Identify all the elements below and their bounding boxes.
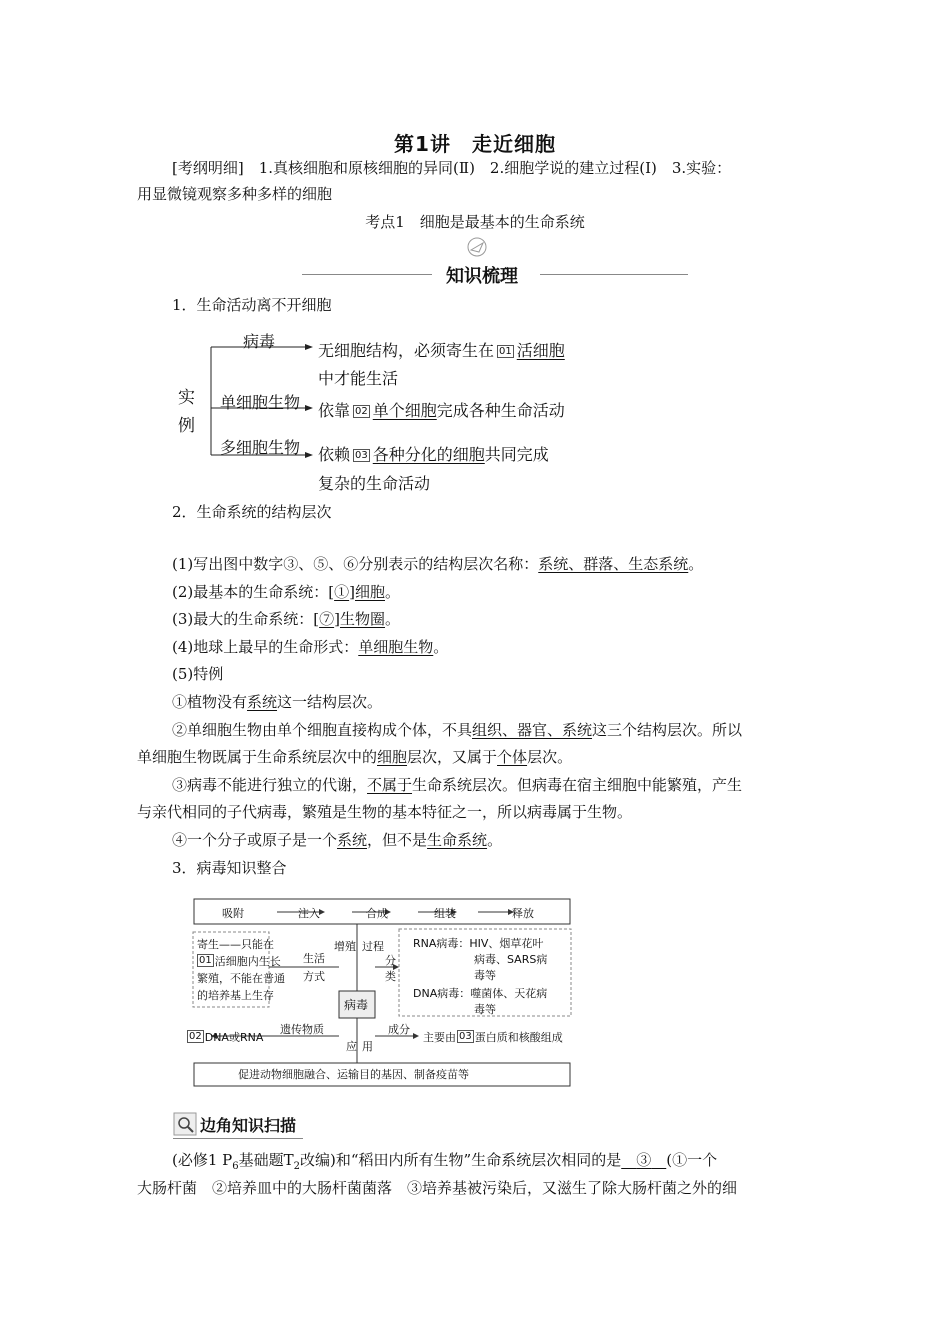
- right-box-line-1: RNA病毒：HIV、烟草花叶: [413, 937, 544, 950]
- s2-e3: ③病毒不能进行独立的代谢，不属于生命系统层次。但病毒在宿主细胞中能繁殖，产生: [172, 776, 743, 794]
- divider-left: [302, 274, 432, 275]
- branch-text-multicellular: 依赖 03 各种分化的细胞共同完成: [318, 445, 549, 464]
- branch-label-unicellular: 单细胞生物: [220, 393, 301, 412]
- corner-heading: 边角知识扫描: [200, 1116, 297, 1135]
- apply-label-2: 用: [362, 1040, 373, 1053]
- classify-label-2: 类: [385, 970, 396, 983]
- s2-q2: (2)最基本的生命系统：[①]细胞。: [172, 583, 401, 601]
- s2-e3b: 与亲代相同的子代病毒，繁殖是生物的基本特征之一，所以病毒属于生物。: [137, 803, 633, 821]
- branch-label-multicellular: 多细胞生物: [220, 438, 301, 457]
- corner-line-2: 大肠杆菌 ②培养皿中的大肠杆菌菌落 ③培养基被污染后，又滋生了除大肠杆菌之外的细: [137, 1179, 738, 1197]
- s2-q1: (1)写出图中数字③、⑤、⑥分别表示的结构层次名称：系统、群落、生态系统。: [172, 555, 704, 573]
- classify-label-1: 分: [385, 954, 396, 967]
- genetic-answer: 02 DNA或RNA: [189, 1031, 264, 1044]
- left-box-line-4: 的培养基上生存: [197, 989, 274, 1002]
- apply-label-1: 应: [346, 1040, 357, 1053]
- s2-heading: 2．生命系统的结构层次: [172, 503, 332, 521]
- composition-answer: 主要由 03 蛋白质和核酸组成: [423, 1031, 563, 1044]
- step-synthesize: 合成: [366, 907, 388, 920]
- application-text: 促进动物细胞融合、运输目的基因、制备疫苗等: [238, 1068, 469, 1081]
- left-box-line-2: 01 活细胞内生长: [199, 955, 281, 968]
- s2-e1: ①植物没有系统这一结构层次。: [172, 693, 383, 711]
- outline-line-2: 用显微镜观察多种多样的细胞: [137, 185, 333, 203]
- left-box-line-3: 繁殖，不能在普通: [197, 972, 285, 985]
- s2-q5: (5)特例: [172, 665, 224, 683]
- repro-label-2: 过程: [362, 940, 384, 953]
- page-title: 第1讲 走近细胞: [394, 132, 556, 156]
- composition-label: 成分: [388, 1023, 410, 1036]
- divider-right: [540, 274, 688, 275]
- topic-title: 考点1 细胞是最基本的生命系统: [365, 213, 585, 231]
- right-box-line-2: 病毒、SARS病: [474, 953, 548, 966]
- right-box-line-4: DNA病毒：噬菌体、天花病: [413, 987, 548, 1000]
- virus-center: 病毒: [344, 998, 369, 1012]
- life-label-2: 方式: [303, 970, 325, 983]
- right-box-line-5: 毒等: [474, 1003, 496, 1016]
- step-assemble: 组装: [434, 907, 456, 920]
- magnifier-icon: [173, 1112, 197, 1136]
- s3-heading: 3．病毒知识整合: [172, 859, 287, 877]
- outline-line-1: [考纲明细] 1.真核细胞和原核细胞的异同(Ⅱ) 2.细胞学说的建立过程(Ⅰ) 3.实验：: [172, 159, 732, 177]
- genetic-label: 遗传物质: [280, 1023, 324, 1036]
- s2-q3: (3)最大的生命系统：[⑦]生物圈。: [172, 610, 401, 628]
- branch-text-multicellular-2: 复杂的生命活动: [318, 474, 431, 493]
- example-label-1: 实: [178, 388, 195, 408]
- s2-e2: ②单细胞生物由单个细胞直接构成个体，不具组织、器官、系统这三个结构层次。所以: [172, 721, 743, 739]
- step-release: 释放: [512, 907, 534, 920]
- branch-text-virus: 无细胞结构，必须寄生在 01 活细胞: [318, 341, 565, 360]
- branch-label-virus: 病毒: [243, 332, 276, 351]
- repro-label-1: 增殖: [334, 940, 356, 953]
- leaf-icon: [462, 236, 492, 258]
- corner-line-1: (必修1 $P_6$基础题$T_2$改编)和“稻田内所有生物”生命系统层次相同的是 ③ (①一个: [172, 1151, 718, 1172]
- s2-e4: ④一个分子或原子是一个系统，但不是生命系统。: [172, 831, 503, 849]
- branch-text-unicellular: 依靠 02 单个细胞完成各种生命活动: [318, 401, 565, 420]
- step-adsorb: 吸附: [222, 907, 244, 920]
- section-head-knowledge: 知识梳理: [446, 266, 518, 287]
- example-label-2: 例: [178, 416, 195, 436]
- right-box-line-3: 毒等: [474, 969, 496, 982]
- s1-heading: 1．生命活动离不开细胞: [172, 296, 332, 314]
- s2-e2b: 单细胞生物既属于生命系统层次中的细胞层次，又属于个体层次。: [137, 748, 573, 766]
- life-label-1: 生活: [303, 952, 325, 965]
- s2-q4: (4)地球上最早的生命形式：单细胞生物。: [172, 638, 449, 656]
- left-box-line-1: 寄生——只能在: [197, 938, 274, 951]
- step-inject: 注入: [298, 907, 320, 920]
- corner-heading-underline: [173, 1138, 303, 1139]
- branch-text-virus-2: 中才能生活: [318, 369, 399, 388]
